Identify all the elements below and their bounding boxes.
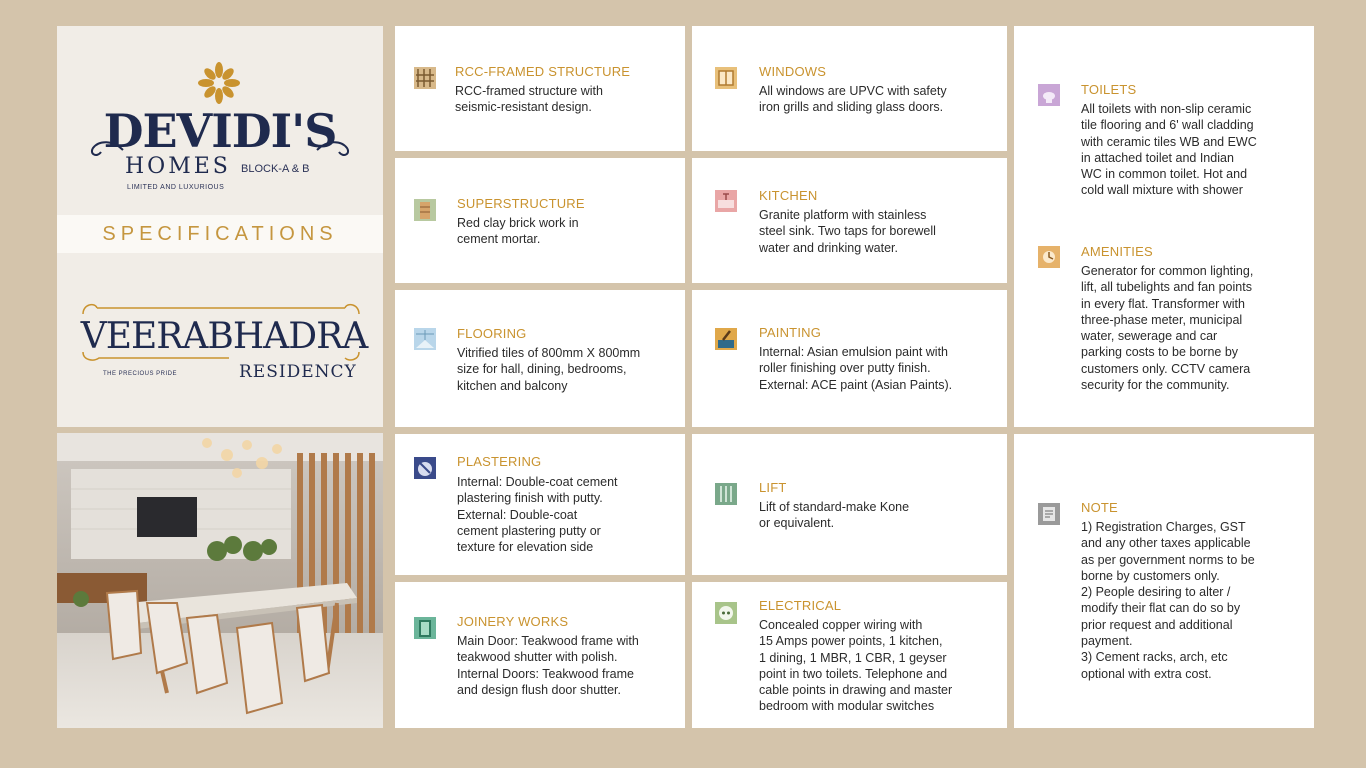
brick-building-icon — [414, 199, 436, 221]
amenities-icon — [1038, 246, 1060, 268]
paint-brush-icon — [715, 328, 737, 350]
brand-panel — [57, 26, 383, 427]
project-tagline: THE PRECIOUS PRIDE — [103, 371, 178, 377]
spec-title-superstructure: SUPERSTRUCTURE — [457, 196, 585, 211]
spec-title-windows: WINDOWS — [759, 64, 827, 79]
spec-title-electrical: ELECTRICAL — [759, 598, 842, 613]
spec-text-electrical: Concealed copper wiring with 15 Amps power points, 1 kitchen, 1 dining, 1 MBR, 1 CBR, 1 geyser point in two toilets. Telephone and cable points in drawing and master bedroom with modular switches — [759, 618, 953, 714]
spec-card-superstructure — [395, 158, 685, 283]
spec-text-flooring: Vitrified tiles of 800mm X 800mm size for hall, dining, bedrooms, kitchen and balcony — [457, 346, 641, 393]
spec-text-toilets: All toilets with non-slip ceramic tile flooring and 6' wall cladding with ceramic tiles WB and EWC in attached toilet and Indian WC in common toilet. Hot and cold wall mixture with shower — [1081, 102, 1257, 198]
spec-title-joinery: JOINERY WORKS — [457, 614, 569, 629]
kitchen-sink-icon — [715, 190, 737, 212]
electrical-socket-icon — [715, 602, 737, 624]
spec-card-windows — [692, 26, 1007, 151]
project-name: VEERABHADRA — [80, 316, 368, 357]
spec-title-plastering: PLASTERING — [457, 454, 542, 469]
spec-card-plastering — [395, 434, 685, 575]
lift-icon — [715, 483, 737, 505]
project-sub: RESIDENCY — [239, 362, 357, 382]
spec-card-joinery — [395, 582, 685, 728]
spec-title-kitchen: KITCHEN — [759, 188, 818, 203]
note-icon — [1038, 503, 1060, 525]
spec-card-toilets-amenities — [1014, 26, 1314, 427]
spec-title-toilets: TOILETS — [1081, 82, 1137, 97]
spec-text-amenities: Generator for common lighting, lift, all tubelights and fan points in every flat. Transformer with three-phase meter, municipal water, sewerage and car parking costs to be borne by customers only. CCTV camera security for the community. — [1081, 264, 1254, 393]
spec-text-plastering: Internal: Double-coat cement plastering finish with putty. External: Double-coat cement plastering putty or texture for elevation side — [457, 475, 618, 555]
door-icon — [414, 617, 436, 639]
interior-photo — [57, 433, 383, 728]
spec-text-note: 1) Registration Charges, GST and any other taxes applicable as per government norms to be borne by customers only. 2) People desiring to alter / modify their flat can do so by prior request and additional payment. 3) Cement racks, arch, etc optional with extra cost. — [1081, 520, 1255, 681]
brand-tagline: LIMITED AND LUXURIOUS — [127, 184, 225, 191]
spec-text-superstructure: Red clay brick work in cement mortar. — [457, 216, 579, 247]
spec-card-electrical — [692, 582, 1007, 728]
spec-title-note: NOTE — [1081, 500, 1118, 515]
brand-block: BLOCK-A & B — [241, 163, 310, 175]
dining-room-illustration — [57, 433, 383, 728]
spec-title-amenities: AMENITIES — [1081, 244, 1153, 259]
brand-name: DEVIDI'S — [103, 104, 337, 158]
spec-card-rcc — [395, 26, 685, 151]
toilet-icon — [1038, 84, 1060, 106]
spec-text-rcc: RCC-framed structure with seismic-resistant design. — [455, 84, 603, 115]
spec-title-lift: LIFT — [759, 480, 787, 495]
spec-card-flooring — [395, 290, 685, 427]
brand-homes: HOMES — [125, 154, 231, 179]
floor-tiles-icon — [414, 328, 436, 350]
spec-text-windows: All windows are UPVC with safety iron grills and sliding glass doors. — [759, 84, 947, 115]
spec-card-kitchen — [692, 158, 1007, 283]
spec-title-flooring: FLOORING — [457, 326, 527, 341]
spec-card-painting — [692, 290, 1007, 427]
spec-text-lift: Lift of standard-make Kone or equivalent. — [759, 500, 910, 531]
section-title: SPECIFICATIONS — [57, 215, 383, 253]
spec-text-painting: Internal: Asian emulsion paint with roller finishing over putty finish. External: ACE paint (Asian Paints). — [759, 345, 953, 392]
spec-text-kitchen: Granite platform with stainless steel sink. Two taps for borewell water and drinking water. — [759, 208, 936, 255]
flower-logo-icon — [197, 61, 241, 105]
spec-card-lift — [692, 434, 1007, 575]
spec-title-painting: PAINTING — [759, 325, 822, 340]
building-frame-icon — [414, 67, 436, 89]
spec-card-note — [1014, 434, 1314, 728]
plaster-trowel-icon — [414, 457, 436, 479]
window-icon — [715, 67, 737, 89]
spec-title-rcc: RCC-FRAMED STRUCTURE — [455, 64, 631, 79]
spec-text-joinery: Main Door: Teakwood frame with teakwood shutter with polish. Internal Doors: Teakwood frame and design flush door shutter. — [457, 634, 639, 697]
